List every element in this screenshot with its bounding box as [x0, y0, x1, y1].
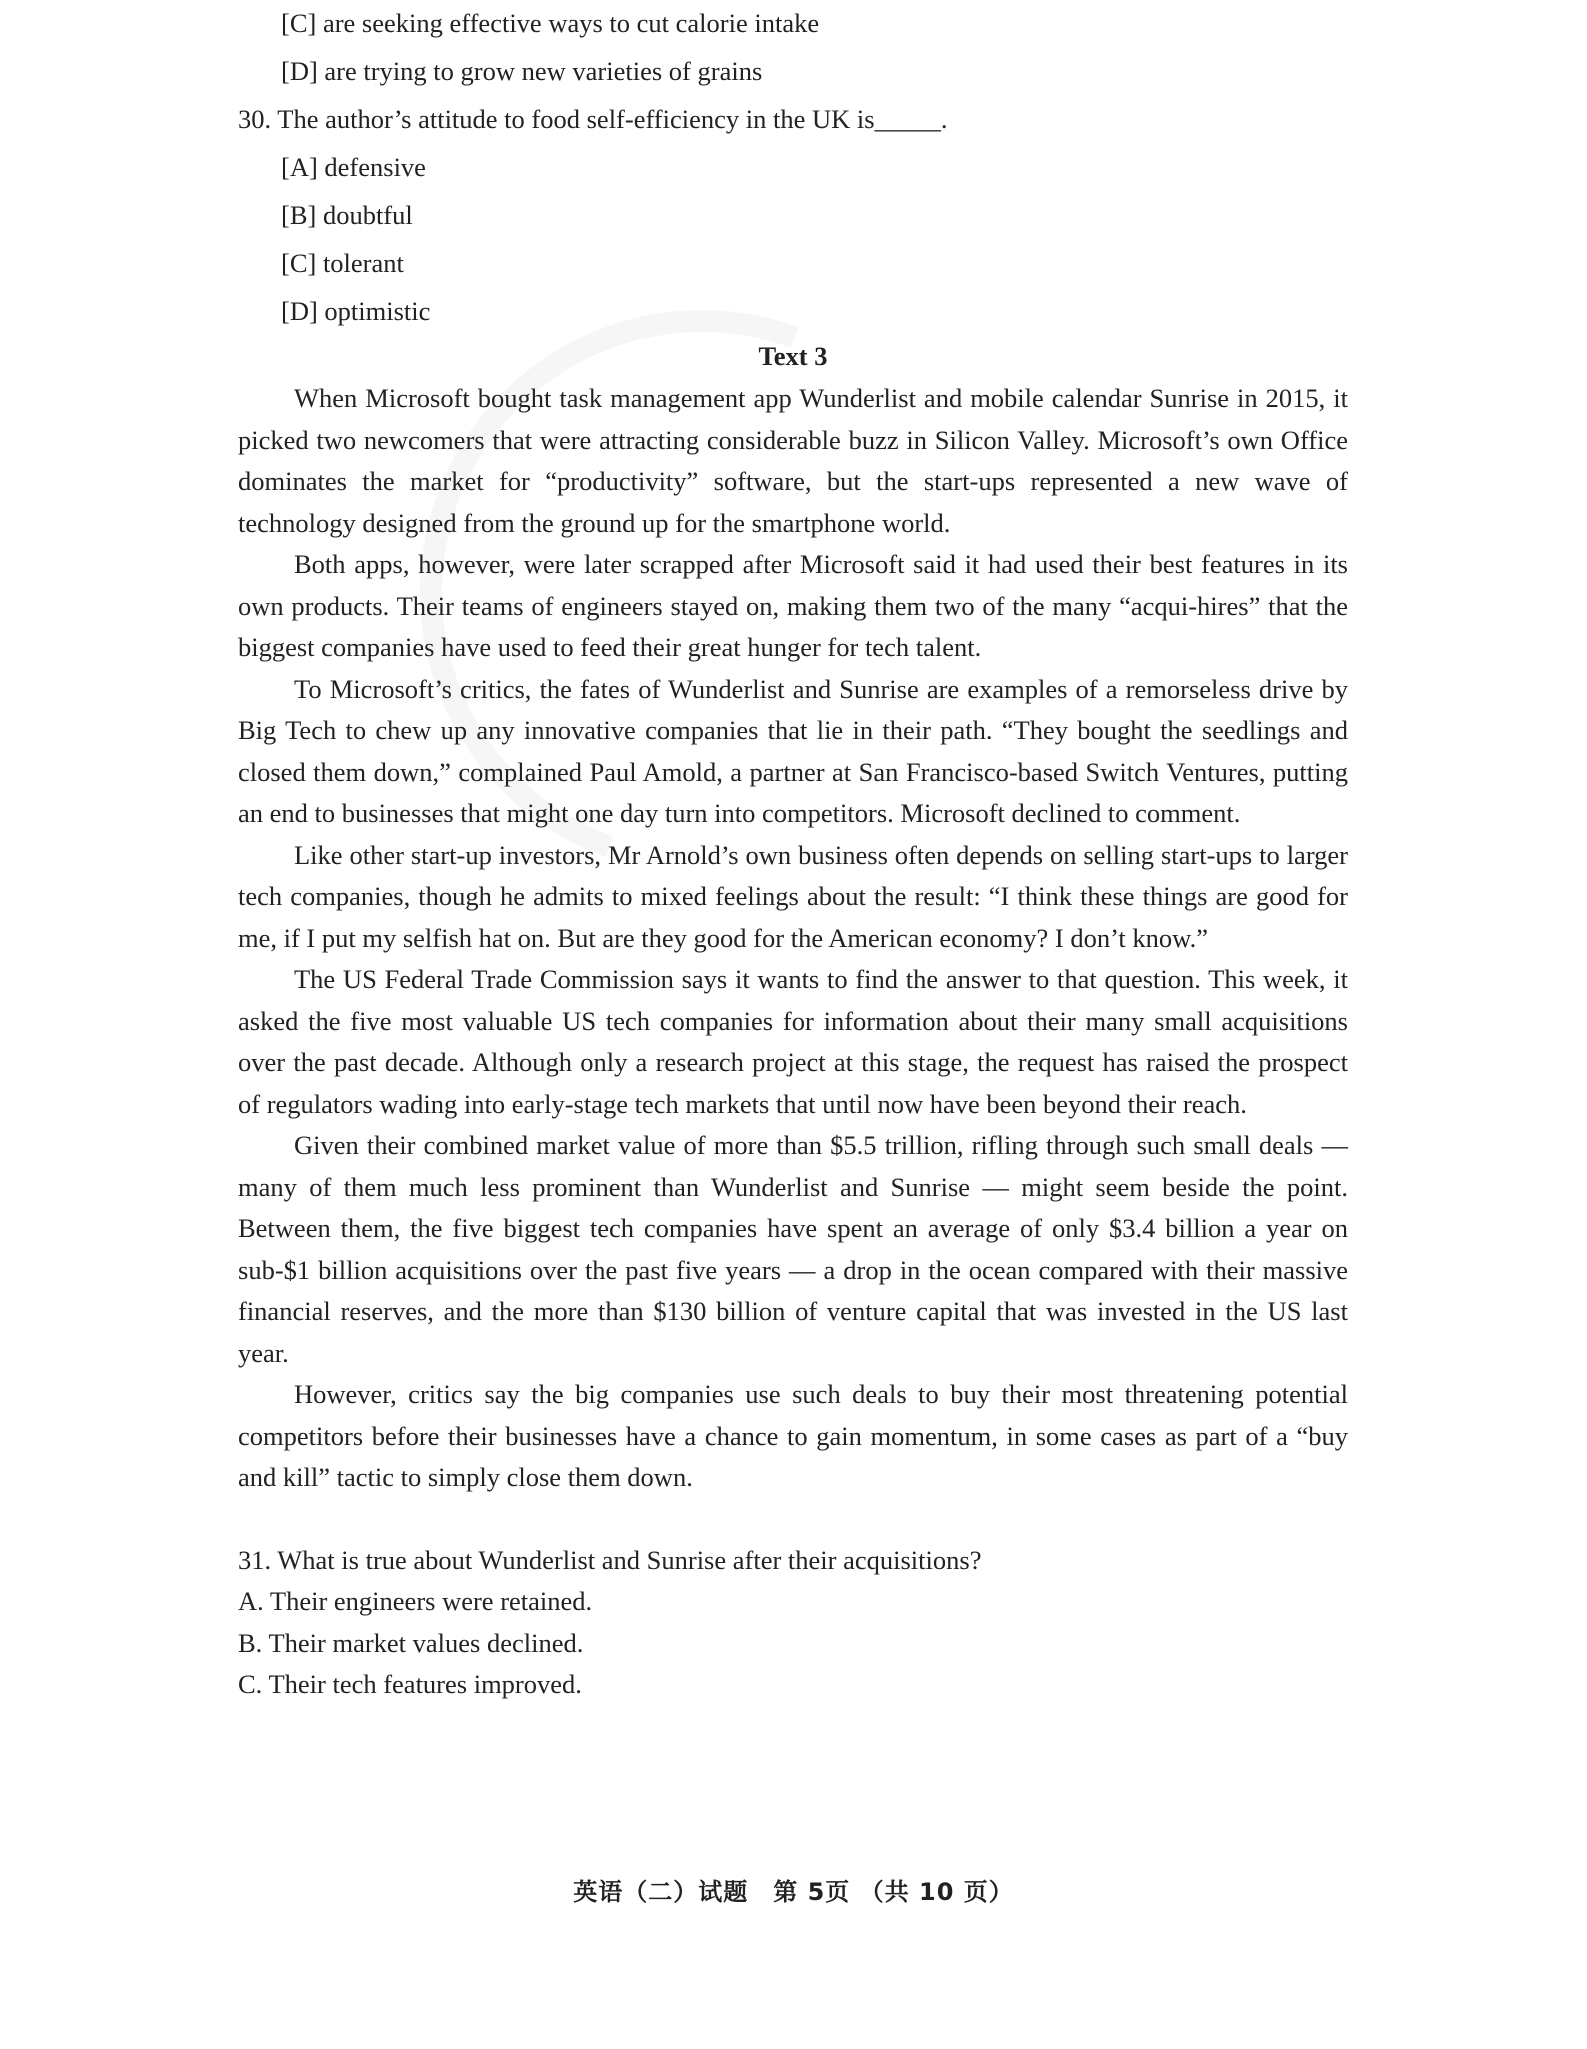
q31-option-b: B. Their market values declined.: [238, 1627, 584, 1658]
q30-option-b: [B] doubtful: [281, 200, 413, 230]
q31-option-c: C. Their tech features improved.: [238, 1669, 582, 1699]
page-content: [238, 0, 1348, 1706]
text3-paragraph-7: However, critics say the big companies use such deals to buy their most threatening potential competitors before their businesses have a chance to gain momentum, in some cases as part of a “buy and kill” tactic to simply close them down.: [238, 1379, 1348, 1492]
q31-option-a: A. Their engineers were retained.: [238, 1586, 593, 1616]
q29-option-c: [C] are seeking effective ways to cut calorie intake: [281, 8, 820, 38]
page-footer: 英语（二）试题 第 5页 （共 10 页）: [573, 1878, 1014, 1906]
text3-paragraph-3: To Microsoft’s critics, the fates of Wunderlist and Sunrise are examples of a remorseless drive by Big Tech to chew up any innovative companies that lie in their path. “They bought the seedlings and closed them down,” complained Paul Amold, a partner at San Francisco-based Switch Ventures, putting an end to businesses that might one day turn into competitors. Microsoft declined to comment.: [238, 673, 1348, 828]
text3-paragraph-6: Given their combined market value of more than $5.5 trillion, rifling through such small deals — many of them much less prominent than Wunderlist and Sunrise — might seem beside the point. Between them, the five biggest tech companies have spent an average of only $3.4 billion a year on sub-$1 billion acquisitions over the past five years — a drop in the ocean compared with their massive financial reserves, and the more than $130 billion of venture capital that was invested in the US last year.: [238, 1130, 1348, 1368]
q30-stem: 30. The author’s attitude to food self-efficiency in the UK is_____.: [238, 104, 948, 134]
q29-option-d: [D] are trying to grow new varieties of grains: [281, 56, 763, 86]
text3-paragraph-5: The US Federal Trade Commission says it wants to find the answer to that question. This week, it asked the five most valuable US tech companies for information about their many small acquisitions over the past decade. Although only a research project at this stage, the request has raised the prospect of regulators wading into early-stage tech markets that until now have been beyond their reach.: [238, 964, 1348, 1119]
q30-option-c: [C] tolerant: [281, 248, 404, 278]
text3-paragraph-1: When Microsoft bought task management app Wunderlist and mobile calendar Sunrise in 2015, it picked two newcomers that were attracting considerable buzz in Silicon Valley. Microsoft’s own Office dominates the market for “productivity” software, but the start-ups represented a new wave of technology designed from the ground up for the smartphone world.: [238, 383, 1348, 538]
text3-paragraph-4: Like other start-up investors, Mr Arnold’s own business often depends on selling start-ups to larger tech companies, though he admits to mixed feelings about the result: “I think these things are good for me, if I put my selfish hat on. But are they good for the American economy? I don’t know.”: [238, 839, 1348, 953]
q30-option-a: [A] defensive: [281, 152, 426, 182]
text3-paragraph-2: Both apps, however, were later scrapped after Microsoft said it had used their best features in its own products. Their teams of engineers stayed on, making them two of the many “acqui-hires” that the biggest companies have used to feed their great hunger for tech talent.: [238, 549, 1348, 662]
q30-option-d: [D] optimistic: [281, 296, 431, 326]
text3-title: Text 3: [758, 341, 828, 371]
q31-stem: 31. What is true about Wunderlist and Sunrise after their acquisitions?: [238, 1544, 982, 1575]
